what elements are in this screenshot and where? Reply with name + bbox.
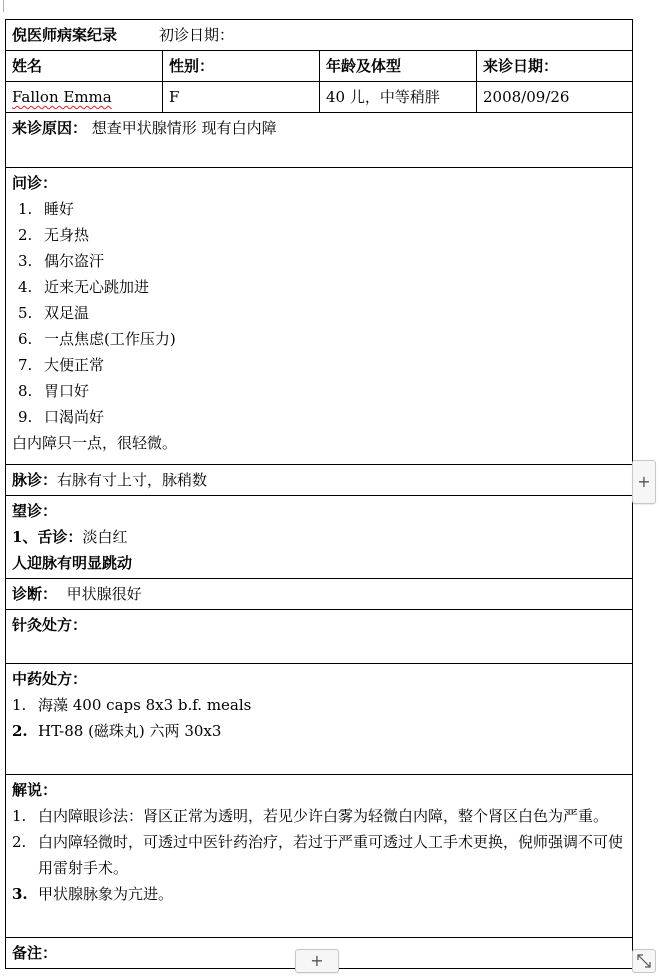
list-number: 1. xyxy=(12,807,27,825)
reason-text: 想查甲状腺情形 现有白内障 xyxy=(91,119,277,137)
list-item xyxy=(12,718,626,744)
list-item xyxy=(12,222,626,248)
plus-icon: + xyxy=(637,472,651,491)
list-item xyxy=(12,274,626,300)
inquiry-item: 胃口好 xyxy=(44,382,90,400)
remarks-label: 备注： xyxy=(12,944,58,962)
column-header-sex[interactable]: 性别： xyxy=(163,51,320,82)
column-header-visit-date[interactable]: 来诊日期： xyxy=(477,51,633,82)
inquiry-item: 大便正常 xyxy=(44,356,105,374)
explanation-item: 白内障眼诊法：肾区正常为透明，若见少许白雾为轻微白内障，整个肾区白色为严重。 xyxy=(38,807,609,825)
renying-pulse-note: 人迎脉有明显跳动 xyxy=(12,554,133,572)
inquiry-cell[interactable] xyxy=(6,168,633,465)
list-number: 1. xyxy=(12,696,27,714)
inquiry-list xyxy=(12,196,626,430)
pulse-text: 右脉有寸上寸，脉稍数 xyxy=(57,471,208,489)
medical-record-table xyxy=(5,19,633,969)
explanation-item: 白内障轻微时，可透过中医针药治疗，若过于严重可透过人工手术更换，倪师强调不可使用雷射手术。 xyxy=(38,833,624,877)
list-item xyxy=(12,692,626,718)
list-item xyxy=(12,352,626,378)
list-number: 2. xyxy=(12,833,27,851)
pulse-cell[interactable] xyxy=(6,465,633,496)
inquiry-item: 一点焦虑(工作压力) xyxy=(44,330,176,348)
reason-label: 来诊原因： xyxy=(12,119,88,137)
plus-icon: + xyxy=(310,951,324,970)
tongue-label: 1、舌诊： xyxy=(12,528,83,546)
inquiry-item: 偶尔盗汗 xyxy=(44,252,105,270)
inquiry-item: 睡好 xyxy=(44,200,75,218)
list-number: 3. xyxy=(18,252,33,270)
list-item xyxy=(12,404,626,430)
patient-age-build[interactable]: 40 儿，中等稍胖 xyxy=(320,82,477,113)
explanation-cell[interactable] xyxy=(6,775,633,938)
pulse-label: 脉诊： xyxy=(12,471,58,489)
patient-visit-date[interactable]: 2008/09/26 xyxy=(477,82,633,113)
herbal-item: 海藻 400 caps 8x3 b.f. meals xyxy=(38,696,252,714)
tongue-text: 淡白红 xyxy=(82,528,128,546)
explanation-item: 甲状腺脉象为亢进。 xyxy=(38,885,174,903)
patient-sex[interactable]: F xyxy=(163,82,320,113)
list-number: 4. xyxy=(18,278,33,296)
inquiry-label: 问诊： xyxy=(12,174,58,192)
column-header-name[interactable]: 姓名 xyxy=(6,51,163,82)
list-item xyxy=(12,881,626,907)
list-number: 6. xyxy=(18,330,33,348)
inquiry-item: 口渴尚好 xyxy=(44,408,105,426)
first-visit-date-label: 初诊日期： xyxy=(159,26,235,44)
list-item xyxy=(12,196,626,222)
herbal-list xyxy=(12,692,626,744)
acupuncture-label: 针灸处方： xyxy=(12,616,88,634)
tongue-line xyxy=(12,524,626,550)
resize-arrows-icon xyxy=(633,950,655,972)
patient-name-cell[interactable] xyxy=(6,82,163,113)
list-number: 7. xyxy=(18,356,33,374)
list-number: 2. xyxy=(18,226,33,244)
acupuncture-cell[interactable] xyxy=(6,610,633,664)
add-column-button[interactable] xyxy=(632,460,656,504)
page-corner-mark xyxy=(3,0,4,12)
list-item xyxy=(12,300,626,326)
header-row[interactable] xyxy=(6,20,633,51)
list-number: 3. xyxy=(12,885,28,903)
herbal-item: HT-88 (磁珠丸) 六两 30x3 xyxy=(38,722,222,740)
observation-label: 望诊： xyxy=(12,502,58,520)
list-item xyxy=(12,326,626,352)
list-number: 8. xyxy=(18,382,33,400)
list-number: 1. xyxy=(18,200,33,218)
list-number: 9. xyxy=(18,408,33,426)
inquiry-item: 无身热 xyxy=(44,226,90,244)
add-row-button[interactable] xyxy=(295,949,339,973)
table-resize-handle[interactable] xyxy=(632,949,656,973)
list-item xyxy=(12,378,626,404)
list-item xyxy=(12,803,626,829)
inquiry-item: 近来无心跳加进 xyxy=(44,278,150,296)
herbal-cell[interactable] xyxy=(6,664,633,775)
record-title: 倪医师病案纪录 xyxy=(12,26,118,44)
explanation-label: 解说： xyxy=(12,781,58,799)
reason-cell[interactable] xyxy=(6,113,633,168)
herbal-label: 中药处方： xyxy=(12,670,88,688)
diagnosis-label: 诊断： xyxy=(12,585,58,603)
observation-cell[interactable] xyxy=(6,496,633,579)
list-item xyxy=(12,248,626,274)
patient-name: Fallon Emma xyxy=(12,88,112,106)
list-number: 5. xyxy=(18,304,33,322)
inquiry-note: 白内障只一点，很轻微。 xyxy=(12,434,178,452)
list-item xyxy=(12,829,626,881)
explanation-list xyxy=(12,803,626,907)
diagnosis-text: 甲状腺很好 xyxy=(66,585,142,603)
list-number: 2. xyxy=(12,722,28,740)
inquiry-item: 双足温 xyxy=(44,304,90,322)
column-header-age-build[interactable]: 年龄及体型 xyxy=(320,51,477,82)
diagnosis-cell[interactable] xyxy=(6,579,633,610)
